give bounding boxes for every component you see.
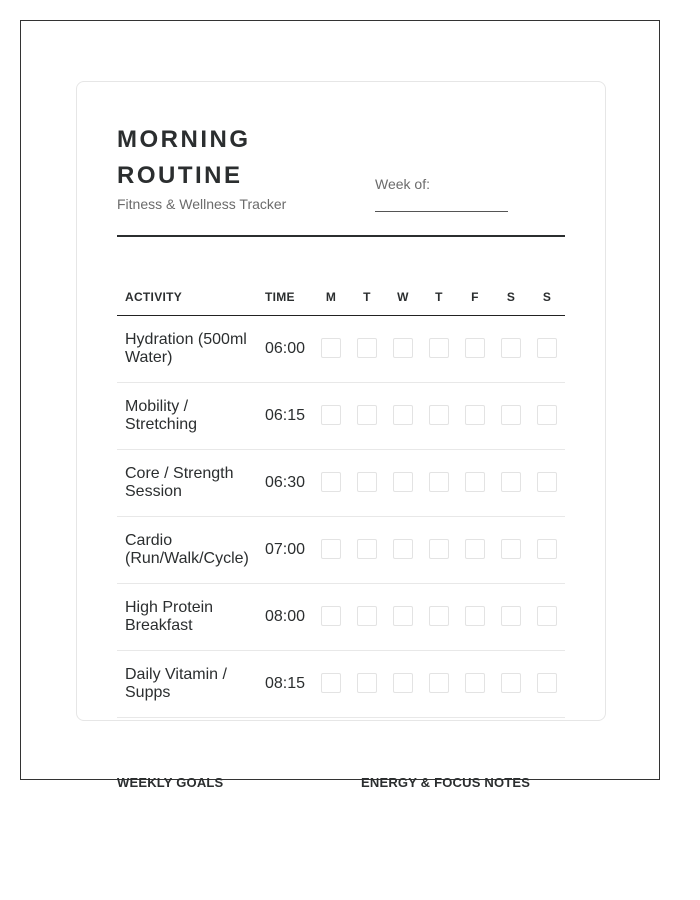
table-header — [117, 279, 565, 316]
checkbox-mon[interactable] — [321, 606, 341, 626]
checkbox-wed[interactable] — [393, 338, 413, 358]
time-column-header: TIME — [265, 290, 295, 304]
checkbox-thu[interactable] — [429, 405, 449, 425]
checkbox-sun[interactable] — [537, 539, 557, 559]
table-row — [117, 651, 565, 718]
page-subtitle: Fitness & Wellness Tracker — [117, 196, 287, 212]
activity-column-header: ACTIVITY — [125, 290, 183, 304]
checkbox-wed[interactable] — [393, 673, 413, 693]
checkbox-thu[interactable] — [429, 338, 449, 358]
checkbox-wed[interactable] — [393, 606, 413, 626]
checkbox-sat[interactable] — [501, 606, 521, 626]
table-row — [117, 584, 565, 651]
checkbox-sat[interactable] — [501, 673, 521, 693]
checkbox-fri[interactable] — [465, 539, 485, 559]
table-row — [117, 450, 565, 517]
checkbox-mon[interactable] — [321, 539, 341, 559]
checkbox-tue[interactable] — [357, 338, 377, 358]
checkbox-thu[interactable] — [429, 472, 449, 492]
header-divider — [117, 235, 565, 237]
day-header-fri: F — [471, 290, 479, 304]
checkbox-mon[interactable] — [321, 472, 341, 492]
activity-name: High Protein Breakfast — [125, 599, 214, 634]
activity-name: Daily Vitamin / Supps — [125, 666, 227, 701]
checkbox-thu[interactable] — [429, 673, 449, 693]
table-body — [117, 316, 565, 718]
table-row — [117, 316, 565, 383]
table-row — [117, 517, 565, 584]
checkbox-sun[interactable] — [537, 405, 557, 425]
week-of-label: Week of: — [375, 176, 430, 192]
checkbox-sun[interactable] — [537, 606, 557, 626]
day-header-sun: S — [542, 290, 552, 304]
activity-name: Cardio (Run/Walk/Cycle) — [125, 532, 249, 567]
routine-table — [117, 279, 565, 718]
week-of-field[interactable] — [375, 211, 508, 212]
activity-name: Hydration (500ml Water) — [125, 331, 247, 366]
checkbox-wed[interactable] — [393, 472, 413, 492]
checkbox-mon[interactable] — [321, 673, 341, 693]
checkbox-sun[interactable] — [537, 673, 557, 693]
checkbox-mon[interactable] — [321, 338, 341, 358]
checkbox-sun[interactable] — [537, 472, 557, 492]
checkbox-tue[interactable] — [357, 673, 377, 693]
activity-name: Core / Strength Session — [125, 465, 234, 500]
checkbox-fri[interactable] — [465, 673, 485, 693]
activity-time: 07:00 — [265, 541, 306, 558]
routine-card — [76, 81, 606, 721]
activity-time: 08:00 — [265, 608, 306, 625]
weekly-goals-heading: WEEKLY GOALS — [117, 775, 224, 790]
checkbox-wed[interactable] — [393, 405, 413, 425]
checkbox-thu[interactable] — [429, 539, 449, 559]
checkbox-fri[interactable] — [465, 606, 485, 626]
day-header-tue: T — [363, 290, 371, 304]
checkbox-sat[interactable] — [501, 539, 521, 559]
checkbox-fri[interactable] — [465, 405, 485, 425]
checkbox-sat[interactable] — [501, 405, 521, 425]
checkbox-sun[interactable] — [537, 338, 557, 358]
day-header-mon: M — [325, 290, 337, 304]
page-title: MORNING ROUTINE — [117, 126, 251, 189]
activity-time: 08:15 — [265, 675, 306, 692]
checkbox-tue[interactable] — [357, 539, 377, 559]
checkbox-tue[interactable] — [357, 472, 377, 492]
checkbox-tue[interactable] — [357, 405, 377, 425]
table-row — [117, 383, 565, 450]
checkbox-fri[interactable] — [465, 338, 485, 358]
day-header-thu: T — [435, 290, 443, 304]
checkbox-mon[interactable] — [321, 405, 341, 425]
checkbox-wed[interactable] — [393, 539, 413, 559]
checkbox-tue[interactable] — [357, 606, 377, 626]
activity-time: 06:00 — [265, 340, 306, 357]
checkbox-sat[interactable] — [501, 338, 521, 358]
checkbox-thu[interactable] — [429, 606, 449, 626]
day-header-wed: W — [397, 290, 409, 304]
activity-time: 06:15 — [265, 407, 306, 424]
energy-focus-notes-heading: ENERGY & FOCUS NOTES — [361, 775, 531, 790]
activity-time: 06:30 — [265, 474, 306, 491]
checkbox-sat[interactable] — [501, 472, 521, 492]
activity-name: Mobility / Stretching — [125, 398, 198, 433]
checkbox-fri[interactable] — [465, 472, 485, 492]
day-header-sat: S — [506, 290, 516, 304]
